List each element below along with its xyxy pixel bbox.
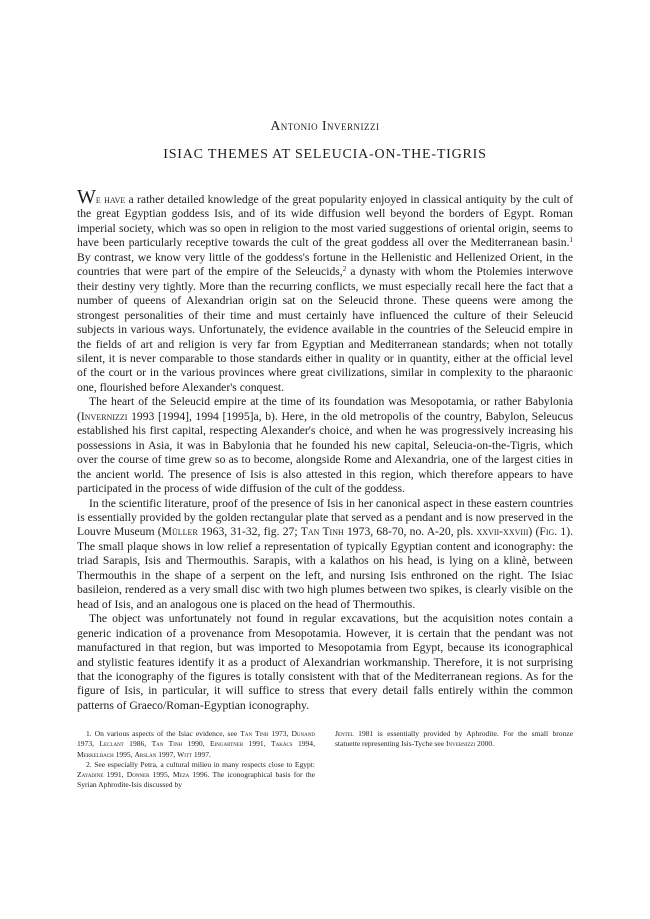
citation-author: Invernizzi <box>80 409 128 423</box>
figure-ref: Fig. <box>539 525 558 539</box>
footnote-2-continued-start: 1996. The iconographical basis for the Syrian Aphrodite-Isis discussed by <box>77 770 315 790</box>
author-name: Antonio Invernizzi <box>270 118 380 133</box>
footnotes-left-column <box>77 729 315 791</box>
footnotes-right-column <box>335 729 573 791</box>
drop-cap: W <box>77 186 96 208</box>
citation-author: Müller <box>161 525 198 539</box>
paragraph-3: In the scientific literature, proof of the presence of Isis in her canonical aspect in these eastern countries is essentially provided by the golden rectangular plate that served as a pendant and is now preserved in the Louvre Museum (Müller 1963, 31-32, fig. 27; Tan Tinh 1973, 68-70, no. A-20, pls. xxvii-xxviii) (Fig. 1). The small plaque shows in low relief a representation of typically Egyptian content and iconography: the triad Sarapis, Isis and Thermouthis. Sarapis, with a kalathos on his head, is lying on a klinè, between Thermouthis in the shape of a serpent on the left, and nursing Isis enthroned on the right. The Isiac basileion, rendered as a very small disc with two high plumes between two spikes, is clearly visible on the head of Isis, and an analogous one is placed on the head of Thermouthis. <box>77 496 573 611</box>
article-title: ISIAC THEMES AT SELEUCIA-ON-THE-TIGRIS <box>163 147 487 162</box>
footnote-1: 1. On various aspects of the Isiac evidence, see Tan Tinh 1973, Dunand 1973, Leclant 1986, Tan Tinh 1990, Eingartner 1991, Takács 1994, Merkelbach 1995, Arslan 1997, Witt 1997. <box>77 729 315 759</box>
paragraph-4: The object was unfortunately not found in regular excavations, but the acquisition notes contain a generic indication of a provenance from Mesopotamia. However, it is certain that the pendant was not manufactured in that region, but was imported to Mesopotamia from Egypt, because its iconographical and stylistic features identify it as a product of Alexandrian workmanship. Therefore, it is not surprising that the iconography of the figures is totally consistent with that of the Mediterranean regions. As for the figure of Isis, in particular, it will suffice to stress that every detail falls entirely within the common patterns of Graeco/Roman-Egyptian iconography. <box>77 612 573 712</box>
footnote-2-continued: Jentel 1981 is essentially provided by Aphrodite. For the small bronze statuette representing Isis-Tyche see Invernizzi 2000. <box>335 729 573 749</box>
footnotes <box>77 729 573 791</box>
footnote-2: 2. See especially Petra, a cultural milieu in many respects close to Egypt: Zayadine 1991, Donner 1995, Meza 1996. The iconographical basis for the Syrian Aphrodite-Isis discussed by <box>77 759 315 790</box>
paragraph-2: The heart of the Seleucid empire at the time of its foundation was Mesopotamia, or rather Babylonia (Invernizzi 1993 [1994], 1994 [1995]a, b). Here, in the old metropolis of the country, Babylon, Seleucus established his first capital, respecting Alexander's choice, and when he was progressively increasing his possessions in Asia, it was in Babylonia that he founded his new capital, Seleucia-on-the-Tigris, which over the course of time grew so as to become, alongside Rome and Alexandria, one of the largest cities in the ancient world. The presence of Isis is also attested in this region, which therefore appears to have participated in the process of wide diffusion of the cult of the goddess. <box>77 395 573 496</box>
article-body <box>77 186 573 713</box>
footnote-ref-2[interactable]: 2 <box>342 265 347 274</box>
plate-numbers: xxvii-xxviii <box>476 525 529 539</box>
footnote-ref-1[interactable]: 1 <box>569 236 573 245</box>
lead-in-small-caps: e have <box>95 193 126 206</box>
citation-author: Tan Tinh <box>300 525 344 539</box>
paragraph-1: We have a rather detailed knowledge of the great popularity enjoyed in classical antiquity by the cult of the great Egyptian goddess Isis, and of its wide diffusion well beyond the borders of Egypt. Roman imperial society, which was so open in religion to the most varied suggestions of oriental origin, seems to have been particularly receptive towards the cult of the great goddess all over the Mediterranean basin.$^1$ By contrast, we know very little of the goddess's fortune in the Hellenistic and Hellenized Orient, in the countries that were part of the empire of the Seleucids,$^2$ a dynasty with whom the Ptolemies interwove their destiny very tightly. More than the recurring conflicts, we must especially recall here the fact that a number of queens of Alexandrian origin sat on the Seleucid throne. These queens were among the strongest personalities of their time and must certainly have influenced the culture of their Seleucid subjects in various ways. Unfortunately, the evidence available in the countries of the Seleucid empire in the fields of art and religion is very far from Egyptian and Mediterranean standards; when not totally silent, it is never comparable to those standards either in quality or in quantity, either at the official level of the court or in the various provinces where great civilizations, similar in complexity to the pharaonic one, flourished before Alexander's conquest. <box>77 186 573 394</box>
